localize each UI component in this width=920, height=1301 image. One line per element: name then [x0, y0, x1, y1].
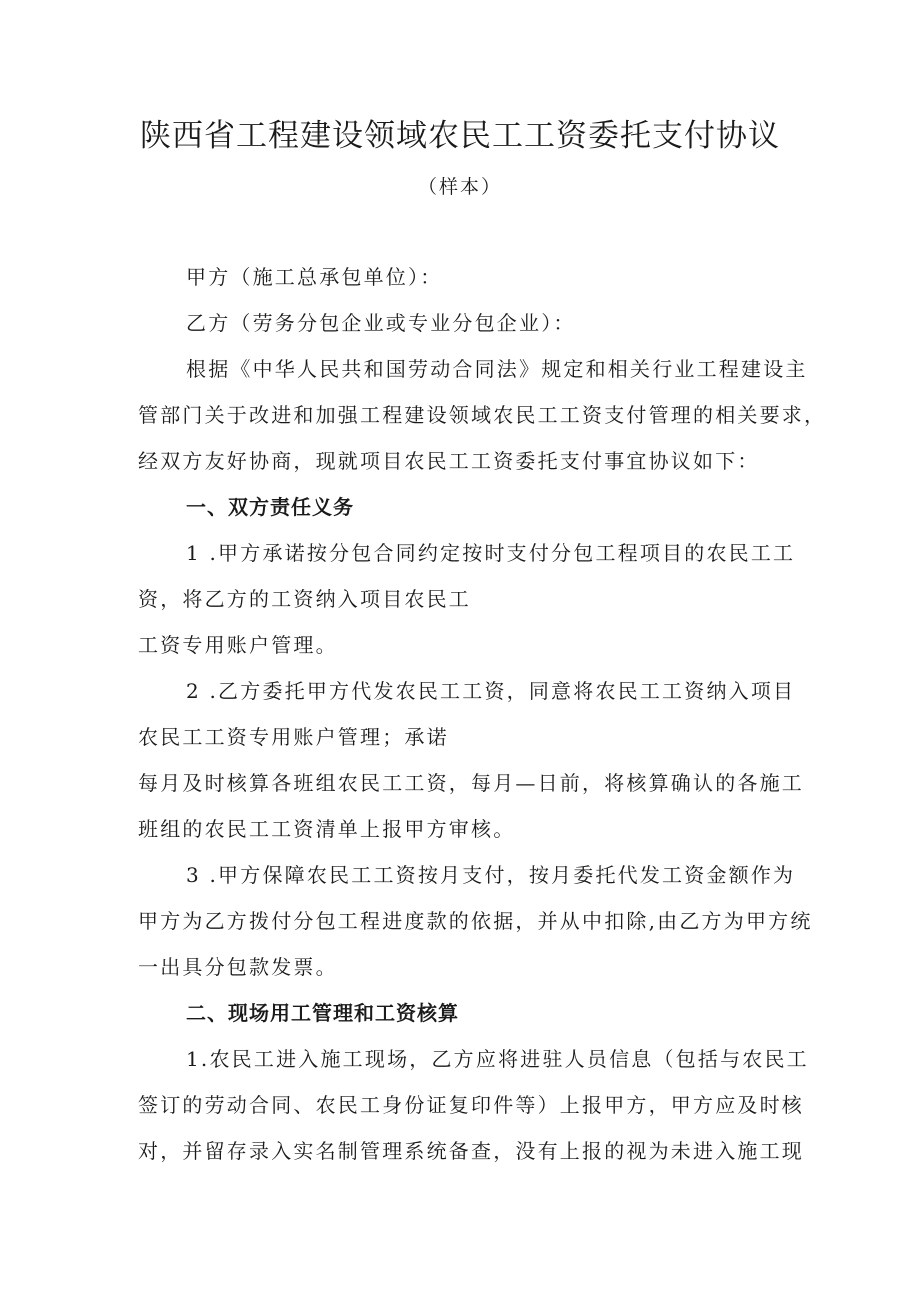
clause-line: 签订的劳动合同、农民工身份证复印件等）上报甲方，甲方应及时核 — [138, 1093, 804, 1117]
section-heading: 二、现场用工管理和工资核算 — [186, 1001, 459, 1025]
clause-line: 工资专用账户管理。 — [138, 633, 338, 657]
clause-line: 3 .甲方保障农民工工资按月支付，按月委托代发工资金额作为 — [186, 863, 796, 887]
clause-line: 1 .甲方承诺按分包合同约定按时支付分包工程项目的农民工工 — [186, 541, 796, 565]
intro-line: 根据《中华人民共和国劳动合同法》规定和相关行业工程建设主 — [186, 357, 808, 381]
document-subtitle: （样本） — [417, 176, 502, 198]
clause-line: 甲方为乙方拨付分包工程进度款的依据，并从中扣除,由乙方为甲方统 — [138, 909, 813, 933]
party-b-line: 乙方（劳务分包企业或专业分包企业）： — [186, 311, 576, 335]
section-heading: 一、双方责任义务 — [186, 495, 354, 519]
clause-line: 一出具分包款发票。 — [138, 955, 338, 979]
document-body — [138, 254, 827, 1174]
party-a-line: 甲方（施工总承包单位）： — [186, 265, 443, 289]
clause-line: 班组的农民工工资清单上报甲方审核。 — [138, 817, 516, 841]
clause-line: 2 .乙方委托甲方代发农民工工资，同意将农民工工资纳入项目 — [186, 679, 796, 703]
clause-line: 1.农民工进入施工现场，乙方应将进驻人员信息（包括与农民工 — [186, 1047, 809, 1071]
clause-line: 每月及时核算各班组农民工工资，每月—日前，将核算确认的各施工 — [138, 771, 804, 795]
clause-line: 对，并留存录入实名制管理系统备查，没有上报的视为未进入施工现 — [138, 1139, 804, 1163]
clause-line: 资，将乙方的工资纳入项目农民工 — [138, 587, 471, 611]
clause-line: 农民工工资专用账户管理；承诺 — [138, 725, 449, 749]
intro-line: 管部门关于改进和加强工程建设领域农民工工资支付管理的相关要求， — [138, 403, 827, 427]
document-title: 陕西省工程建设领域农民工工资委托支付协议 — [140, 118, 780, 154]
intro-line: 经双方友好协商，现就项目农民工工资委托支付事宜协议如下： — [138, 449, 760, 473]
